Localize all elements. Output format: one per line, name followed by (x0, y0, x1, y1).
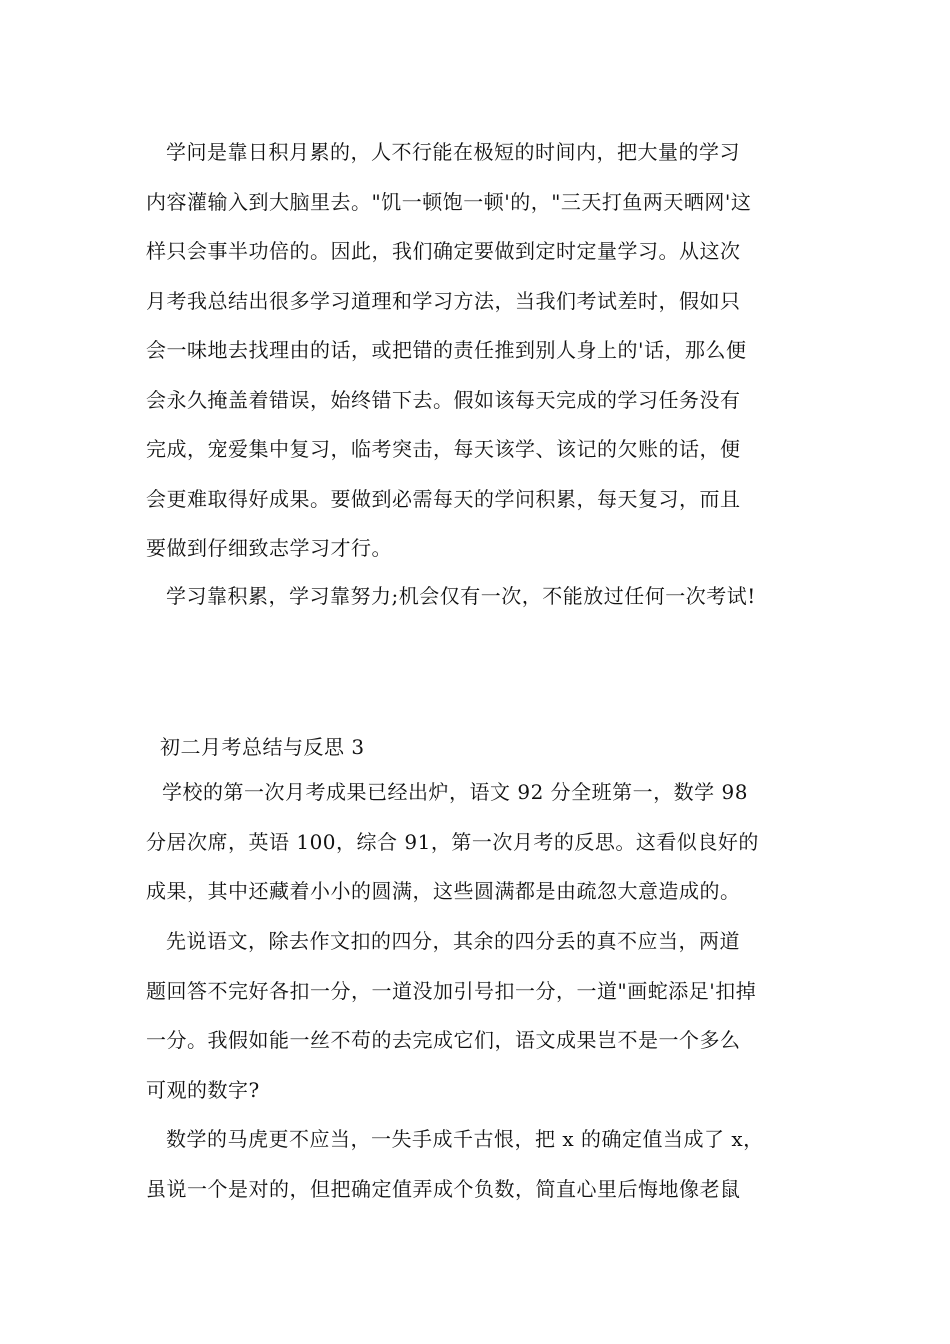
text-line: 学校的第一次月考成果已经出炉，语文 92 分全班第一，数学 98 (162, 780, 748, 804)
text-line: 学习靠积累，学习靠努力;机会仅有一次，不能放过任何一次考试! (166, 584, 756, 608)
text-line: 一分。我假如能一丝不苟的去完成它们，语文成果岂不是一个多么 (146, 1028, 741, 1052)
text-line: 会永久掩盖着错误，始终错下去。假如该每天完成的学习任务没有 (146, 387, 741, 412)
heading-text: 初二月考总结与反思 3 (160, 735, 365, 759)
text-line: 先说语文，除去作文扣的四分，其余的四分丢的真不应当，两道 (166, 929, 740, 953)
text-line: 可观的数字? (146, 1077, 260, 1102)
text-line: 样只会事半功倍的。因此，我们确定要做到定时定量学习。从这次 (146, 239, 741, 263)
text-line: 内容灌输入到大脑里去。"饥一顿饱一顿'的，"三天打鱼两天晒网'这 (146, 189, 752, 214)
text-line: 数学的马虎更不应当，一失手成千古恨，把 x 的确定值当成了 x， (166, 1127, 764, 1151)
paragraph-math (146, 1115, 806, 1214)
paragraph-chinese (146, 917, 806, 1115)
paragraph-results (146, 768, 806, 917)
text-line: 完成，宠爱集中复习，临考突击，每天该学、该记的欠账的话，便 (146, 437, 741, 461)
paragraph-accumulation (146, 128, 806, 574)
paragraph-motto (146, 572, 806, 622)
text-line: 题回答不完好各扣一分，一道没加引号扣一分，一道"画蛇添足'扣掉 (146, 978, 757, 1003)
text-line: 虽说一个是对的，但把确定值弄成个负数，简直心里后悔地像老鼠 (146, 1176, 741, 1201)
text-line: 会更难取得好成果。要做到必需每天的学问积累，每天复习，而且 (146, 486, 741, 511)
text-line: 成果，其中还藏着小小的圆满，这些圆满都是由疏忽大意造成的。 (146, 879, 741, 903)
text-line: 月考我总结出很多学习道理和学习方法，当我们考试差时，假如只 (146, 288, 741, 313)
text-line: 会一味地去找理由的话，或把错的责任推到别人身上的'话，那么便 (146, 338, 747, 362)
section-heading (160, 723, 820, 773)
text-line: 要做到仔细致志学习才行。 (146, 536, 392, 560)
text-line: 学问是靠日积月累的，人不行能在极短的时间内，把大量的学习 (166, 140, 740, 164)
text-line: 分居次席，英语 100，综合 91，第一次月考的反思。这看似良好的 (146, 829, 759, 854)
